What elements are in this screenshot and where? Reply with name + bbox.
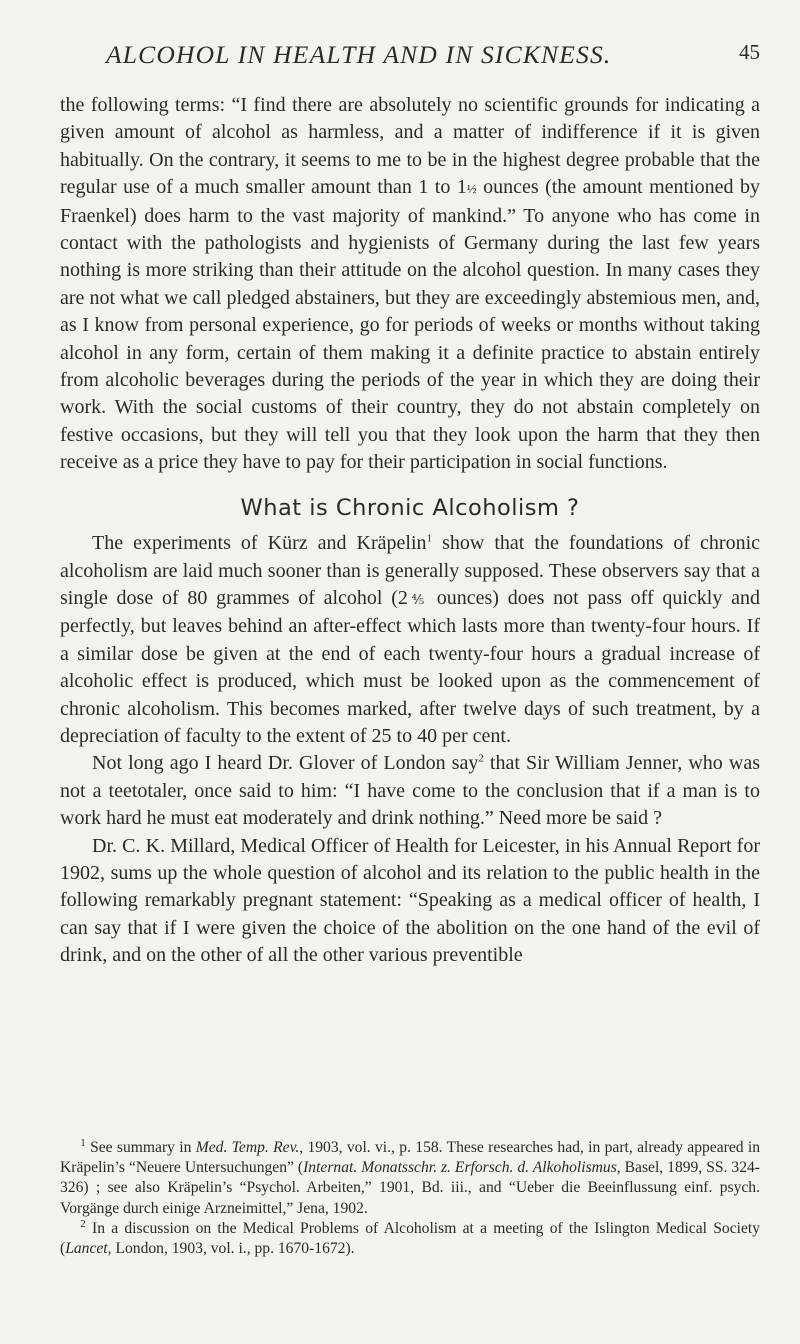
footnote-ref: 1 bbox=[426, 532, 433, 545]
footnote bbox=[60, 1219, 760, 1259]
footnote-mark: 2 bbox=[80, 1217, 86, 1230]
citation-title: Lancet bbox=[65, 1240, 108, 1258]
paragraph bbox=[60, 750, 760, 832]
footnote-mark: 1 bbox=[80, 1136, 86, 1149]
footnotes bbox=[60, 1138, 760, 1259]
page-number: 45 bbox=[739, 40, 760, 64]
body-text bbox=[60, 92, 760, 970]
text-segment: ounces (the amount mentioned by Fraenkel) does harm to the vast majority of mankind.” To anyone who has come in contact with the pathologists and hygienists of Germany during the last few years nothing is more striking than their attitude on the alcohol question. In many cases they are not what we call pledged abstainers, but they are exceedingly abstemious men, and, as I know from personal experience, go for periods of weeks or months without taking alcohol in any form, certain of them making it a definite practice to abstain entirely from alcoholic beverages during the periods of the year in which they are doing their work. With the social customs of their country, they do not abstain completely on festive occasions, but they will tell you that they look upon the harm that they then receive as a price they have to pay for their participation in social functions. bbox=[60, 176, 761, 474]
fraction: ½ bbox=[466, 181, 477, 197]
text-segment: the following terms: “I find there are absolutely no scientific grounds for indicating a given amount of alcohol as harmless, and a matter of indifference if it is given habitually. On the contrary, it seems to me to be in the highest degree probable that the regular use of a much smaller amount than 1 to 1 bbox=[60, 94, 760, 199]
footnote bbox=[60, 1138, 760, 1219]
running-title: ALCOHOL IN HEALTH AND IN SICKNESS. bbox=[106, 40, 612, 69]
running-head bbox=[60, 40, 760, 76]
text-segment: show that the foundations of chronic alcoholism are laid much sooner than is generally supposed. These observers say that a single dose of 80 grammes of alcohol (2 bbox=[60, 532, 761, 609]
fraction: ⅘ bbox=[407, 591, 429, 607]
text-segment: ounces) does not pass off quickly and perfectly, but leaves behind an after-effect which lasts more than twenty-four hours. If a similar dose be given at the end of each twenty-four hours a gradual increase of alcoholic effect is produced, which must be looked upon as the commencement of chronic alcoholism. This becomes marked, after twelve days of such treatment, by a depreciation of faculty to the extent of 25 to 40 per cent. bbox=[60, 586, 760, 747]
text-segment: The experiments of Kürz and Kräpelin bbox=[92, 532, 427, 555]
paragraph bbox=[60, 530, 760, 750]
text-segment: , 1903, vol. vi., p. 158. These researches had, in part, already appeared in Kräpelin’s “Neuere Untersuchungen” ( bbox=[60, 1139, 760, 1177]
text-segment: , Basel, 1899, SS. 324-326) ; see also Kräpelin’s “Psychol. Arbeiten,” 1901, Bd. iii., and “Ueber die Beeinflussung einf. psych. Vorgänge durch einige Arzneimittel,” Jena, 1902. bbox=[60, 1159, 760, 1217]
footnote-ref: 2 bbox=[478, 752, 484, 765]
text-segment: that Sir William Jenner, who was not a teetotaler, once said to him: “I have come to the conclusion that if a man is to work hard he must eat moderately and drink nothing.” Need more be said ? bbox=[60, 752, 760, 830]
paragraph: Dr. C. K. Millard, Medical Officer of Health for Leicester, in his Annual Report for 1902, sums up the whole question of alcohol and its relation to the public health in the following remarkably pregnant statement: “Speaking as a medical officer of health, I can say that if I were given the choice of the abolition on the one hand of the evil of drink, and on the other of all the other various preventible bbox=[60, 834, 760, 967]
section-heading: What is Chronic Alcoholism ? bbox=[240, 494, 580, 521]
text-segment: Not long ago I heard Dr. Glover of London say bbox=[92, 752, 479, 775]
citation-title: Internat. Monatsschr. z. Erforsch. d. Alkoholismus bbox=[303, 1159, 617, 1177]
text-segment: In a discussion on the Medical Problems of Alcoholism at a meeting of the Islington Medical Society ( bbox=[60, 1219, 760, 1258]
text-segment: See summary in bbox=[85, 1139, 196, 1156]
text-segment: , London, 1903, vol. i., pp. 1670-1672). bbox=[107, 1240, 355, 1258]
paragraph-continued bbox=[60, 92, 760, 477]
citation-title: Med. Temp. Rev. bbox=[195, 1139, 300, 1156]
